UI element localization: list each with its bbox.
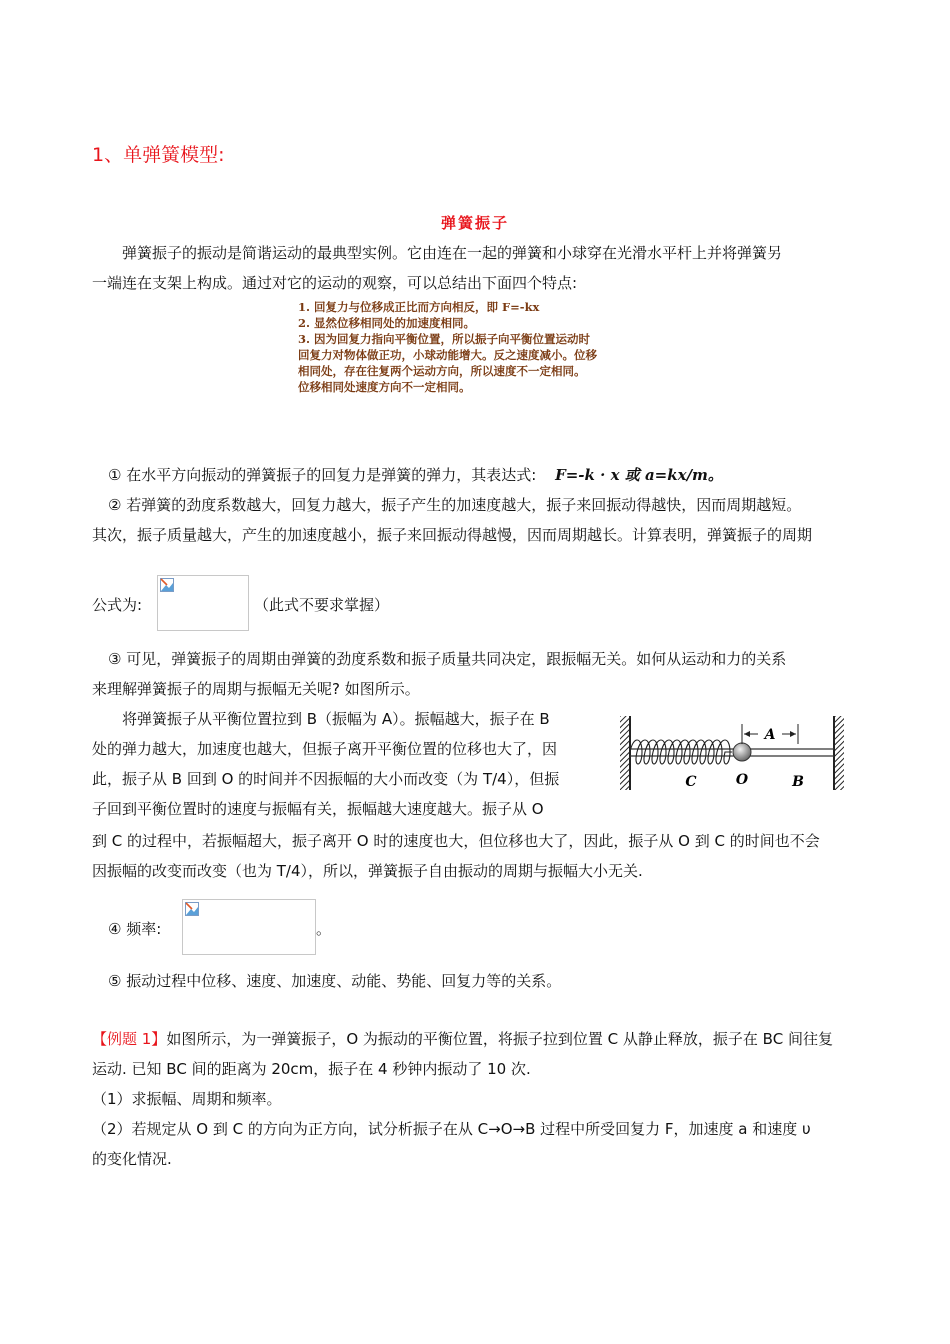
excerpt-line-5: 相同处，存在往复两个运动方向，所以速度不一定相同。 [298,364,586,378]
example-1-line-1 [92,1028,833,1050]
label-C: C [685,774,697,790]
period-formula-note: （此式不要求掌握） [254,596,390,614]
excerpt-line-4: 回复力对物体做正功，小球动能增大。反之速度减小。位移 [298,348,597,362]
excerpt-line-6: 位移相同处速度方向不一定相同。 [298,380,471,394]
oscillator-ball [733,743,751,761]
frequency-end: 。 [316,920,332,938]
example-tag: 【例题 1】 [92,1030,167,1048]
label-B: B [792,774,804,790]
point-2-line-1: ② 若弹簧的劲度系数越大，回复力越大，振子产生的加速度越大，振子来回振动得越快，因而周期越短。 [108,496,802,514]
excerpt-line-3: 3. 因为回复力指向平衡位置，所以振子向平衡位置运动时 [298,332,591,346]
point-1-formula: F=-k · x 或 a=kx/m。 [555,466,723,484]
right-wall [834,716,844,790]
point-1-text: ① 在水平方向振动的弹簧振子的回复力是弹簧的弹力，其表达式: [108,466,537,484]
point-3-line-6: 子回到平衡位置时的速度与振幅有关，振幅越大速度越大。振子从 O [92,800,544,818]
point-3-line-2: 来理解弹簧振子的周期与振幅无关呢? 如图所示。 [92,680,420,698]
spring-oscillator-figure [618,712,850,794]
point-3-line-5: 此，振子从 B 回到 O 的时间并不因振幅的大小而改变（为 T/4），但振 [92,770,560,788]
period-formula-image [157,575,249,631]
example-question-2-line-1: （2）若规定从 O 到 C 的方向为正方向，试分析振子在从 C→O→B 过程中所受回复力 F，加速度 a 和速度 υ [92,1120,811,1138]
left-wall [620,716,630,790]
point-5: ⑤ 振动过程中位移、速度、加速度、动能、势能、回复力等的关系。 [108,972,562,990]
frequency-label: ④ 频率: [108,920,162,938]
point-3-line-1: ③ 可见，弹簧振子的周期由弹簧的劲度系数和振子质量共同决定，跟振幅无关。如何从运动和力的关系 [108,650,787,668]
example-question-2-line-2: 的变化情况. [92,1150,172,1168]
example-question-1: （1）求振幅、周期和频率。 [92,1090,282,1108]
point-3-line-7: 到 C 的过程中，若振幅超大，振子离开 O 时的速度也大，但位移也大了，因此，振子从 O 到 C 的时间也不会 [92,832,820,850]
point-3-line-8: 因振幅的改变而改变（也为 T/4），所以，弹簧振子自由振动的周期与振幅大小无关. [92,862,643,880]
excerpt-line-1: 1. 回复力与位移成正比而方向相反，即 F=-kx [298,300,540,314]
point-2-line-2: 其次，振子质量越大，产生的加速度越小，振子来回振动得越慢，因而周期越长。计算表明，弹簧振子的周期 [92,526,813,544]
intro-line-1: 弹簧振子的振动是简谐运动的最典型实例。它由连在一起的弹簧和小球穿在光滑水平杆上并将弹簧另 [122,244,783,262]
point-1 [108,464,723,486]
broken-image-icon [185,902,199,916]
label-A: A [764,727,776,743]
excerpt-image [298,300,668,400]
section-heading: 1、单弹簧模型: [92,144,225,166]
doc-title: 弹簧振子 [440,214,509,232]
intro-line-2: 一端连在支架上构成。通过对它的运动的观察，可以总结出下面四个特点: [92,274,578,292]
example-text-1: 如图所示，为一弹簧振子，O 为振动的平衡位置，将振子拉到位置 C 从静止释放，振子在 BC 间往复 [166,1030,833,1048]
period-formula-label: 公式为: [92,596,143,614]
excerpt-line-2: 2. 显然位移相同处的加速度相同。 [298,316,476,330]
example-1-line-2: 运动. 已知 BC 间的距离为 20cm，振子在 4 秒钟内振动了 10 次. [92,1060,531,1078]
spring-diagram [618,712,850,794]
point-3-line-4: 处的弹力越大，加速度也越大，但振子离开平衡位置的位移也大了，因 [92,740,558,758]
spring-coil [630,740,732,764]
point-3-line-3: 将弹簧振子从平衡位置拉到 B（振幅为 A）。振幅越大，振子在 B [122,710,550,728]
frequency-formula-image [182,899,316,955]
broken-image-icon [160,578,174,592]
label-O: O [735,772,749,788]
